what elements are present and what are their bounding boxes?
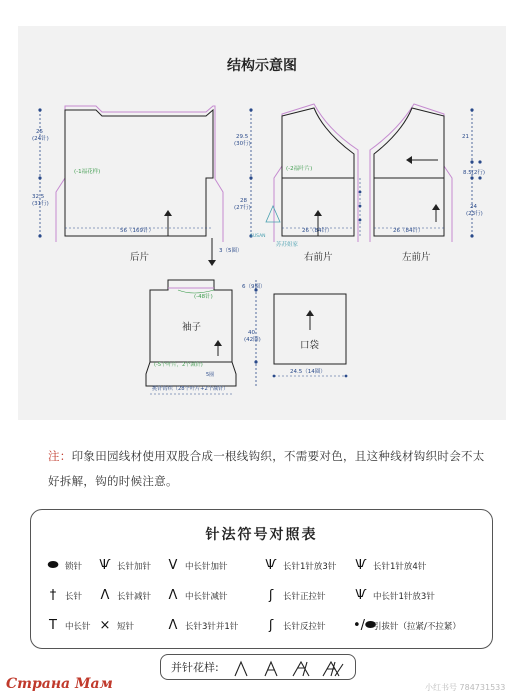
- svg-text:40(42圈): 40 (42圈): [244, 330, 261, 343]
- legend-item: [353, 618, 461, 633]
- back-width-dim: 56（169针）: [120, 228, 154, 234]
- legend-item-label: 长针加针: [117, 561, 152, 572]
- stitch-symbol-icon: Ѱ: [355, 588, 367, 603]
- lf-mid-dim: 8.5(2行): [463, 170, 486, 176]
- combined-pattern-icons: [231, 658, 351, 678]
- back-neck-note: (-1福花样): [74, 169, 101, 175]
- legend-item-label: 短针: [117, 621, 135, 632]
- lf-width-dim: 26（84针）: [393, 228, 424, 234]
- legend-item-label: 长针1针放4针: [373, 561, 427, 572]
- pocket-piece: [273, 294, 348, 377]
- legend-item: [353, 588, 435, 603]
- stitch-symbol-icon: Λ: [100, 588, 110, 603]
- legend-item-label: 中长针: [65, 621, 91, 632]
- stitch-symbol-icon: †: [49, 588, 57, 603]
- back-piece: [32, 106, 243, 266]
- legend-title: 针法符号对照表: [205, 527, 318, 543]
- note-body: 印象田园线材使用双股合成一根线钩织，不需要对色，且这种线材钩织时会不太好拆解，钩的时候注意。: [48, 449, 485, 488]
- stitch-symbol-icon: ʃ: [268, 588, 274, 603]
- watermark-left: Страна Мам: [6, 676, 113, 692]
- combined-pattern-box: [160, 654, 356, 680]
- legend-item-label: 中长针减针: [185, 591, 228, 602]
- stitch-symbol-icon: V: [168, 558, 178, 573]
- back-top-dim-a: 25: [36, 129, 43, 135]
- legend-item: [97, 618, 134, 633]
- stitch-symbol-icon: Λ: [168, 588, 178, 603]
- sleeve-cap-note: (-48针): [194, 294, 213, 300]
- back-label: 后片: [130, 252, 150, 263]
- legend-item: [353, 558, 426, 573]
- legend-item: [45, 618, 91, 633]
- hem-dim: 3（5圈）: [219, 248, 243, 254]
- stitch-symbol-icon: ʃ: [268, 618, 274, 633]
- legend-item-label: 长针正拉针: [283, 591, 326, 602]
- combined-pattern-label: 并针花样:: [171, 661, 219, 674]
- middle-dims: [234, 108, 253, 237]
- legend-item: [165, 588, 228, 603]
- legend-item: [97, 588, 151, 603]
- back-top-dim: 25 (24针): [32, 129, 49, 142]
- pocket-width-dim: 24.5（14圈）: [290, 369, 326, 375]
- legend-item-label: 长针: [65, 591, 83, 602]
- stitch-symbol-icon: ×: [99, 618, 111, 633]
- legend-item: [165, 618, 238, 633]
- sleeve-cuff-dim: 5圈: [206, 372, 215, 378]
- legend-item: [45, 558, 82, 573]
- stitch-symbol-icon: T: [49, 618, 57, 633]
- legend-item: [97, 558, 151, 573]
- sleeve-dec-note: (-5个叶片，2个减针): [154, 362, 203, 368]
- pocket-label: 口袋: [300, 340, 320, 351]
- legend-item: [263, 558, 336, 573]
- structure-diagram: [18, 26, 506, 420]
- legend-item-label: 长针1针放3针: [283, 561, 337, 572]
- legend-item-label: 引拔针（拉紧/不拉紧）: [373, 621, 461, 632]
- stitch-symbol-icon: Ѱ: [99, 558, 111, 573]
- left-front-piece: [370, 104, 485, 263]
- legend-item-label: 中长针1针放3针: [373, 591, 435, 602]
- stitch-legend: [30, 509, 493, 649]
- brand-line2: 苏苏姐家: [276, 242, 299, 248]
- legend-item: [165, 558, 228, 573]
- svg-text:28(27行): 28 (27行): [234, 198, 251, 211]
- rf-neck-note: (-2福叶片): [286, 166, 313, 172]
- note-text: [48, 444, 488, 494]
- stitch-symbol-icon: Ѱ: [355, 558, 367, 573]
- stitch-symbol-icon: ⬬: [47, 558, 59, 573]
- diagram-panel: [18, 26, 506, 420]
- svg-text:24(23行): 24 (23行): [466, 204, 483, 217]
- legend-item: [263, 618, 326, 633]
- legend-item-label: 长针3针并1针: [185, 621, 239, 632]
- back-bottom-dim: 32.5 (31行): [32, 194, 49, 207]
- brand-line1: SUSAN: [250, 234, 266, 239]
- stitch-symbol-icon: Λ: [168, 618, 178, 633]
- lf-top-dim: 21: [462, 134, 469, 140]
- note-prefix: 注：: [48, 449, 72, 463]
- watermark-right: 小红书号 784731533: [425, 683, 506, 692]
- legend-item-label: 锁针: [65, 561, 83, 572]
- rf-width-dim: 26（84针）: [302, 228, 333, 234]
- sleeve-width-dim: 挑针钩织（28个叶片+2个减针）: [152, 386, 229, 392]
- legend-item: [45, 588, 82, 603]
- diagram-title: 结构示意图: [227, 58, 297, 74]
- legend-item-label: 中长针加针: [185, 561, 228, 572]
- sleeve-piece: [146, 280, 266, 394]
- sleeve-label: 袖子: [182, 322, 202, 333]
- legend-item-label: 长针减针: [117, 591, 152, 602]
- left-front-label: 左前片: [402, 252, 431, 263]
- sleeve-top-dim: 6（9圈）: [242, 284, 266, 290]
- right-front-piece: [250, 104, 361, 263]
- svg-text:29.5(30行): 29.5 (30行): [234, 134, 251, 147]
- stitch-symbol-icon: Ѱ: [265, 558, 277, 573]
- legend-item: [263, 588, 326, 603]
- right-front-label: 右前片: [304, 252, 333, 263]
- stitch-symbol-icon: •/⬬: [353, 618, 377, 633]
- legend-item-label: 长针反拉针: [283, 621, 326, 632]
